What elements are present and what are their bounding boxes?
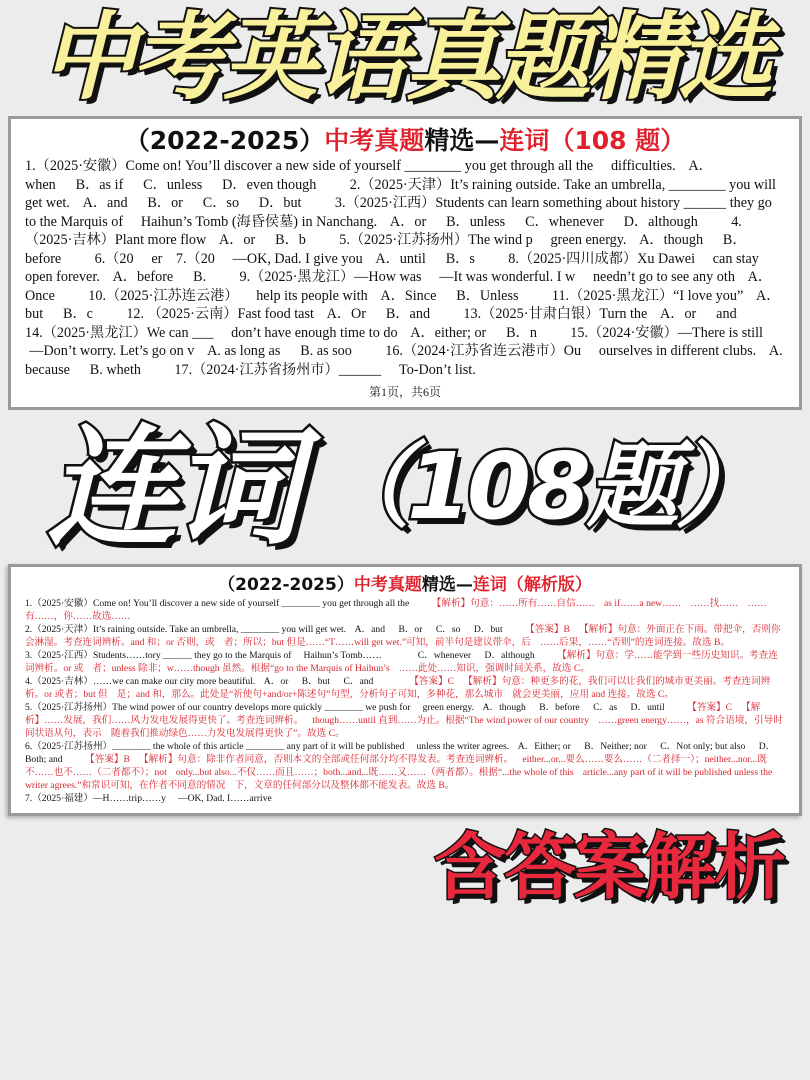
explanation-line: ……有……，你……故选…… [25,598,767,622]
option-row [113,269,226,285]
answer-option: B．b [275,232,306,248]
answer-option: D．Both; and [25,741,776,765]
question-line: help its people with [256,287,368,304]
explanation-line: 【解析】句意：外面正在下雨。带把伞，否则你会淋湿。考查连词辨析。and 和；or 否则，或 [25,624,781,648]
question-line: To-Don’t list. [399,361,476,378]
question-line: green energy. [550,232,627,248]
option-row [264,676,400,687]
explanation-line: ……找…… [690,598,739,609]
question-line: 3.（2025·江西）Students can learn something about history ______ they go to the Marquis of [25,195,772,230]
answer-option: A．until [375,250,426,267]
option-row [483,702,679,713]
explanation-line: 就会更美丽，应用 and 连接。故选 C。 [512,689,674,700]
explanation-line: 【解析】句意：……所有……自信…… [431,598,595,609]
answer-option: C．unless [143,176,203,193]
question-line: 7.（2025·福建）—H……trip……y [25,793,166,804]
answer-option: A．Or [326,306,367,322]
explanation-line: 者；所以；but 但是……“T……will get wet.”可知，前半句是建议带伞，后 [223,637,531,648]
question-line: 9.（2025·黑龙江）—How was [239,269,422,285]
answer-option: D．until [630,702,665,713]
answer-option: and [716,306,737,322]
topic-text: 连词 [46,411,295,563]
answer-option: C．so [202,195,240,211]
question-line: 7.（20 [175,250,215,267]
question-line: Haihun’s Tomb (海昏侯墓) in Nanchang. [140,213,378,230]
option-row [219,232,326,248]
title-selection: 精选— [421,575,473,595]
question-line: 3.（2025·江西）Students……tory ______ they go to the Marquis of [25,650,292,661]
question-line: 1.（2025·安徽）Come on! You’ll discover a new side of yourself ________ you get through all the [25,158,594,174]
answer-option: B．n [506,324,537,341]
title-exam: 中考真题 [353,575,422,595]
question-line: 6.（20 [94,250,134,267]
answer-option: A．though [639,232,704,248]
question-line: difficulties. [610,158,676,174]
question-line: 12. （2025·云南）Fast food tast [126,306,314,322]
question-line: needn’t go to see any oth [592,269,735,285]
answers-included-text: 含答案解析 [433,825,784,909]
explanation-line: 【答案】C [687,702,733,713]
explanation-line: 【解析】……发展，我们……风力发电发展得更快了。考查连词辨析。 [25,702,761,726]
answer-option: B．s [445,250,475,267]
answer-option: B．as if [75,176,124,193]
explanation-line: only...but also...不仅……而且……；both...and...既……又……（两者都）。根据“...the whole of this [175,767,574,778]
answer-option: A．or [389,213,427,230]
answer-option: B．unless [446,213,506,230]
answer-option: A．Either; or [517,741,571,752]
question-line: 1.（2025·安徽）Come on! You’ll discover a new side of yourself ________ you get through all the [25,598,410,609]
question-list [25,157,785,379]
answer-option: A. because [25,343,783,378]
question-line: 2.（2025·天津）It’s raining outside. Take an umbrella, ________ you will get wet. [25,624,347,635]
explanation-line: 【解析】句意：学……能学到一些历史知识。考查连词辨析。or 或 [25,650,778,674]
answer-option: B. wheth [89,361,142,378]
answer-option: B. as soo [300,343,352,359]
answer-option: A．before [112,269,174,285]
answers-banner-row [0,820,810,910]
answer-option: B．or [147,195,183,211]
option-row [327,306,450,322]
answer-option: A．though [482,702,526,713]
explanation-line: 【解析】句意：种更多的花，我们可以让我们的城市更美丽。考查连词辨析。or 或者；but 但 [25,676,771,700]
question-line: 13.（2025·甘肃白银）Turn the [463,306,648,322]
question-line: 5.（2025·江苏扬州）The wind p [339,232,533,248]
question-line: can stay open forever. [25,250,759,285]
answers-title [25,573,785,597]
answer-option: D．although [623,213,698,230]
explanation-line: 【答案】B [525,624,570,635]
explanation-line: either...or...要么……要么……（二者择一）；neither...nor...既不……也不……（二者都不）；not [25,754,767,778]
explanation-line: article...any part of it will be published unless the writer agrees.”和常识可知，在作者不同意的情况 [25,767,773,791]
question-line: 16.（2024·江苏省连云港市）Ou [385,343,582,359]
answer-option: A．or [263,676,289,687]
worksheet-page-back [8,116,802,410]
answer-option: C．whenever [417,650,472,661]
question-line: 4.（2025·吉林）……we can make our city more beautiful. [25,676,256,687]
answer-option: B．before [25,232,747,267]
explanation-line: 随着我们推动绿色……力发电发展得更快了”。故选 C。 [110,728,345,739]
answer-option: B．before [539,702,580,713]
title-banner-row [0,411,810,563]
explanation-line: ……green energy……，as 符合语境，引导时间状语从句，表示 [25,715,783,739]
answer-option: B．Unless [456,287,519,304]
option-row [207,343,372,359]
question-line: don’t have enough time to do [231,324,398,341]
answer-option: A．and [354,624,385,635]
title-years: （2022-2025） [218,575,354,595]
title-topic: 连词 [499,126,550,155]
explanation-line: as if……a new…… [604,598,682,609]
question-line: 15.（2024·安徽）—There is still [570,324,763,341]
answer-option: B．or [398,624,423,635]
worksheet-page-answers [8,564,802,816]
explanation-line: 【解析】句意：除非作者同意，否则本文的全部或任何部分均不得发表。考查连词辨析。 [139,754,514,765]
question-line: er [151,250,163,267]
answer-option: C．and [343,676,374,687]
question-line: 10.（2025·江苏连云港） [88,287,239,304]
question-line: ourselves in different clubs. [598,343,757,359]
title-edition: （解析版） [506,575,592,595]
answer-option: D．even though [222,176,317,193]
answer-option: A．or [218,232,256,248]
answer-option: C．so [435,624,461,635]
question-line: 17.（2024·江苏省扬州市）______ [174,361,382,378]
explanation-line: 是；and 和，那么。此处是“祈使句+and/or+陈述句”句型，分析句子可知，多种花，那么城市 [116,689,504,700]
question-line: 11.（2025·黑龙江）“I love you” [551,287,744,304]
explanation-line: 下，文章的任何部分以及整体都不能发表。故选 B。 [234,780,455,791]
title-topic: 连词 [472,575,507,595]
option-row [380,288,538,304]
answer-option: C．as [593,702,618,713]
option-row [390,214,718,230]
question-line: 8.（2025·四川成都）Xu Dawei [508,250,696,267]
answer-option: B．c [63,306,93,322]
question-line: —Don’t worry. Let’s go on v [29,343,195,359]
answer-option: C．whenever [525,213,604,230]
question-line: —It was wonderful. I w [439,269,576,285]
option-row [391,650,548,661]
question-line: 5.（2025·江苏扬州）The wind power of our country develops more quickly ________ we push for [25,702,411,713]
option-row [410,325,557,341]
question-line: —OK, Dad. I give you [232,250,363,267]
option-row [83,195,322,211]
answer-option: B．but [301,676,331,687]
answer-option: A．when [25,158,713,193]
headline-text: 中考英语真题精选 [40,3,769,113]
answer-option: D．although [484,650,535,661]
answer-option: D．but [258,195,302,211]
answer-option: B．Neither; nor [584,741,647,752]
explanation-line: 【答案】C [409,676,455,687]
title-count: （108 题） [549,126,686,155]
option-row [355,624,516,635]
explanation-line: ……此处……知识，强调时间关系，故选 C。 [398,663,590,674]
answer-option: A．either; or [410,324,487,341]
answer-option: A．Once [25,269,773,304]
answer-option: C．Not only; but also [660,741,746,752]
title-years: （2022-2025） [124,126,325,155]
question-line: green energy. [422,702,474,713]
worksheet-title [25,125,785,157]
answer-option: A. as long as [207,343,281,359]
title-exam: 中考真题 [324,126,425,155]
option-row [660,306,757,322]
answer-option: A．Since [380,287,437,304]
answer-option: A．but [25,287,781,322]
page-footer: 第1页，共6页 [368,385,441,399]
question-line: 14.（2025·黑龙江）We can ___ [25,324,214,341]
explanation-line: ……后果，……“否则”的连词连接。故选 B。 [539,637,730,648]
title-selection: 精选— [424,126,500,155]
option-row [375,251,494,267]
explanation-line: 者；unless 除非；w……though 虽然。根据“go to the Marquis of Haihun’s [92,663,390,674]
answer-option: B. [193,269,207,285]
answer-option: B．and [385,306,431,322]
explanation-line: 【答案】B [85,754,130,765]
question-line: 4.（2025·吉林）Plant more flow [25,213,742,248]
question-line: Haihun’s Tomb…… [303,650,382,661]
question-line: 2.（2025·天津）It’s raining outside. Take an umbrella, ________ you will get wet. [25,176,777,211]
question-line: unless the writer agrees. [416,741,510,752]
answer-list [25,597,785,805]
explanation-line: though……until 直到……为止。根据“The wind power of our country [312,715,589,726]
answer-option: A．and [82,195,128,211]
question-count-text: （108题） [318,433,764,540]
answer-option: A．or [660,306,697,322]
answer-option: D．but [473,624,503,635]
question-line: 6.（2025·江苏扬州）________ the whole of this article ________ any part of it will be published [25,741,405,752]
question-line: —OK, Dad. I……arrive [177,793,272,804]
